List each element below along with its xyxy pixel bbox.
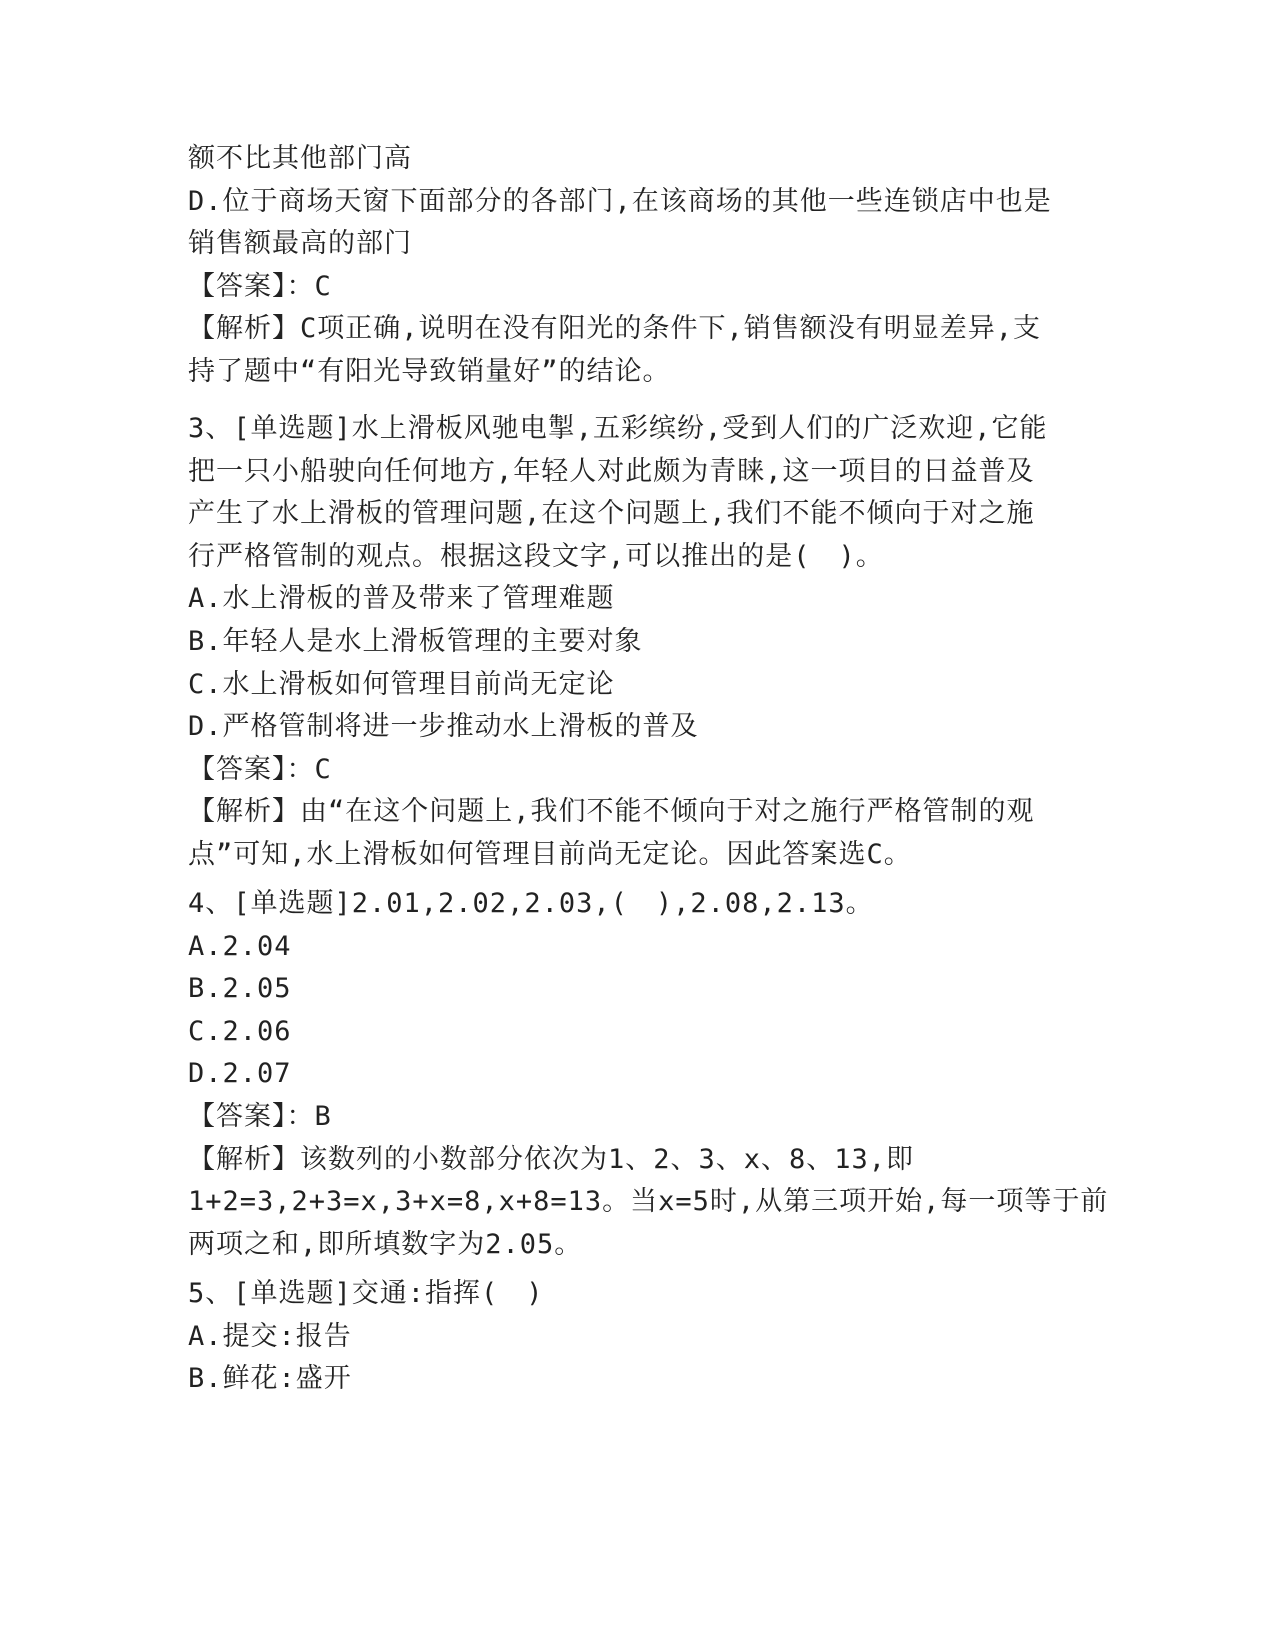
option-d: D.位于商场天窗下面部分的各部门,在该商场的其他一些连锁店中也是 <box>188 185 1052 217</box>
option-b: B.年轻人是水上滑板管理的主要对象 <box>188 625 643 657</box>
option-b: B.2.05 <box>188 973 292 1005</box>
option-a: A.提交:报告 <box>188 1320 352 1352</box>
question-3 <box>188 408 1088 877</box>
answer-line: 【答案】：C <box>188 753 332 785</box>
option-c: C.2.06 <box>188 1015 292 1047</box>
answer-line: 【答案】：C <box>188 270 332 302</box>
analysis-line: 【解析】由“在这个问题上,我们不能不倾向于对之施行严格管制的观 <box>188 796 1035 828</box>
previous-question-tail <box>188 138 1088 394</box>
question-stem: 行严格管制的观点。根据这段文字,可以推出的是( )。 <box>188 540 884 572</box>
analysis-line: 【解析】C项正确,说明在没有阳光的条件下,销售额没有明显差异,支 <box>188 313 1042 345</box>
question-stem: 5、[单选题]交通:指挥( ) <box>188 1278 544 1309</box>
option-a: A.2.04 <box>188 930 292 962</box>
analysis-line: 【解析】该数列的小数部分依次为1、2、3、x、8、13,即 <box>188 1143 915 1175</box>
question-stem: 3、[单选题]水上滑板风驰电掣,五彩缤纷,受到人们的广泛欢迎,它能 <box>188 413 1048 444</box>
question-4 <box>188 883 1109 1266</box>
analysis-line: 1+2=3,2+3=x,3+x=8,x+8=13。当x=5时,从第三项开始,每一项等于前 <box>188 1186 1109 1218</box>
analysis-line: 点”可知,水上滑板如何管理目前尚无定论。因此答案选C。 <box>188 838 912 870</box>
question-stem: 把一只小船驶向任何地方,年轻人对此颇为青睐,这一项目的日益普及 <box>188 455 1035 487</box>
analysis-line: 两项之和,即所填数字为2.05。 <box>188 1228 583 1260</box>
answer-line: 【答案】：B <box>188 1100 332 1132</box>
option-b: B.鲜花:盛开 <box>188 1363 352 1395</box>
text-line: 额不比其他部门高 <box>188 143 412 174</box>
option-d: D.严格管制将进一步推动水上滑板的普及 <box>188 711 699 743</box>
question-5 <box>188 1273 1088 1401</box>
text-line: 销售额最高的部门 <box>188 228 412 260</box>
question-stem: 4、[单选题]2.01,2.02,2.03,( ),2.08,2.13。 <box>188 888 874 919</box>
option-d: D.2.07 <box>188 1058 292 1090</box>
option-a: A.水上滑板的普及带来了管理难题 <box>188 583 615 615</box>
analysis-line: 持了题中“有阳光导致销量好”的结论。 <box>188 355 671 387</box>
question-stem: 产生了水上滑板的管理问题,在这个问题上,我们不能不倾向于对之施 <box>188 498 1035 530</box>
option-c: C.水上滑板如何管理目前尚无定论 <box>188 668 615 700</box>
